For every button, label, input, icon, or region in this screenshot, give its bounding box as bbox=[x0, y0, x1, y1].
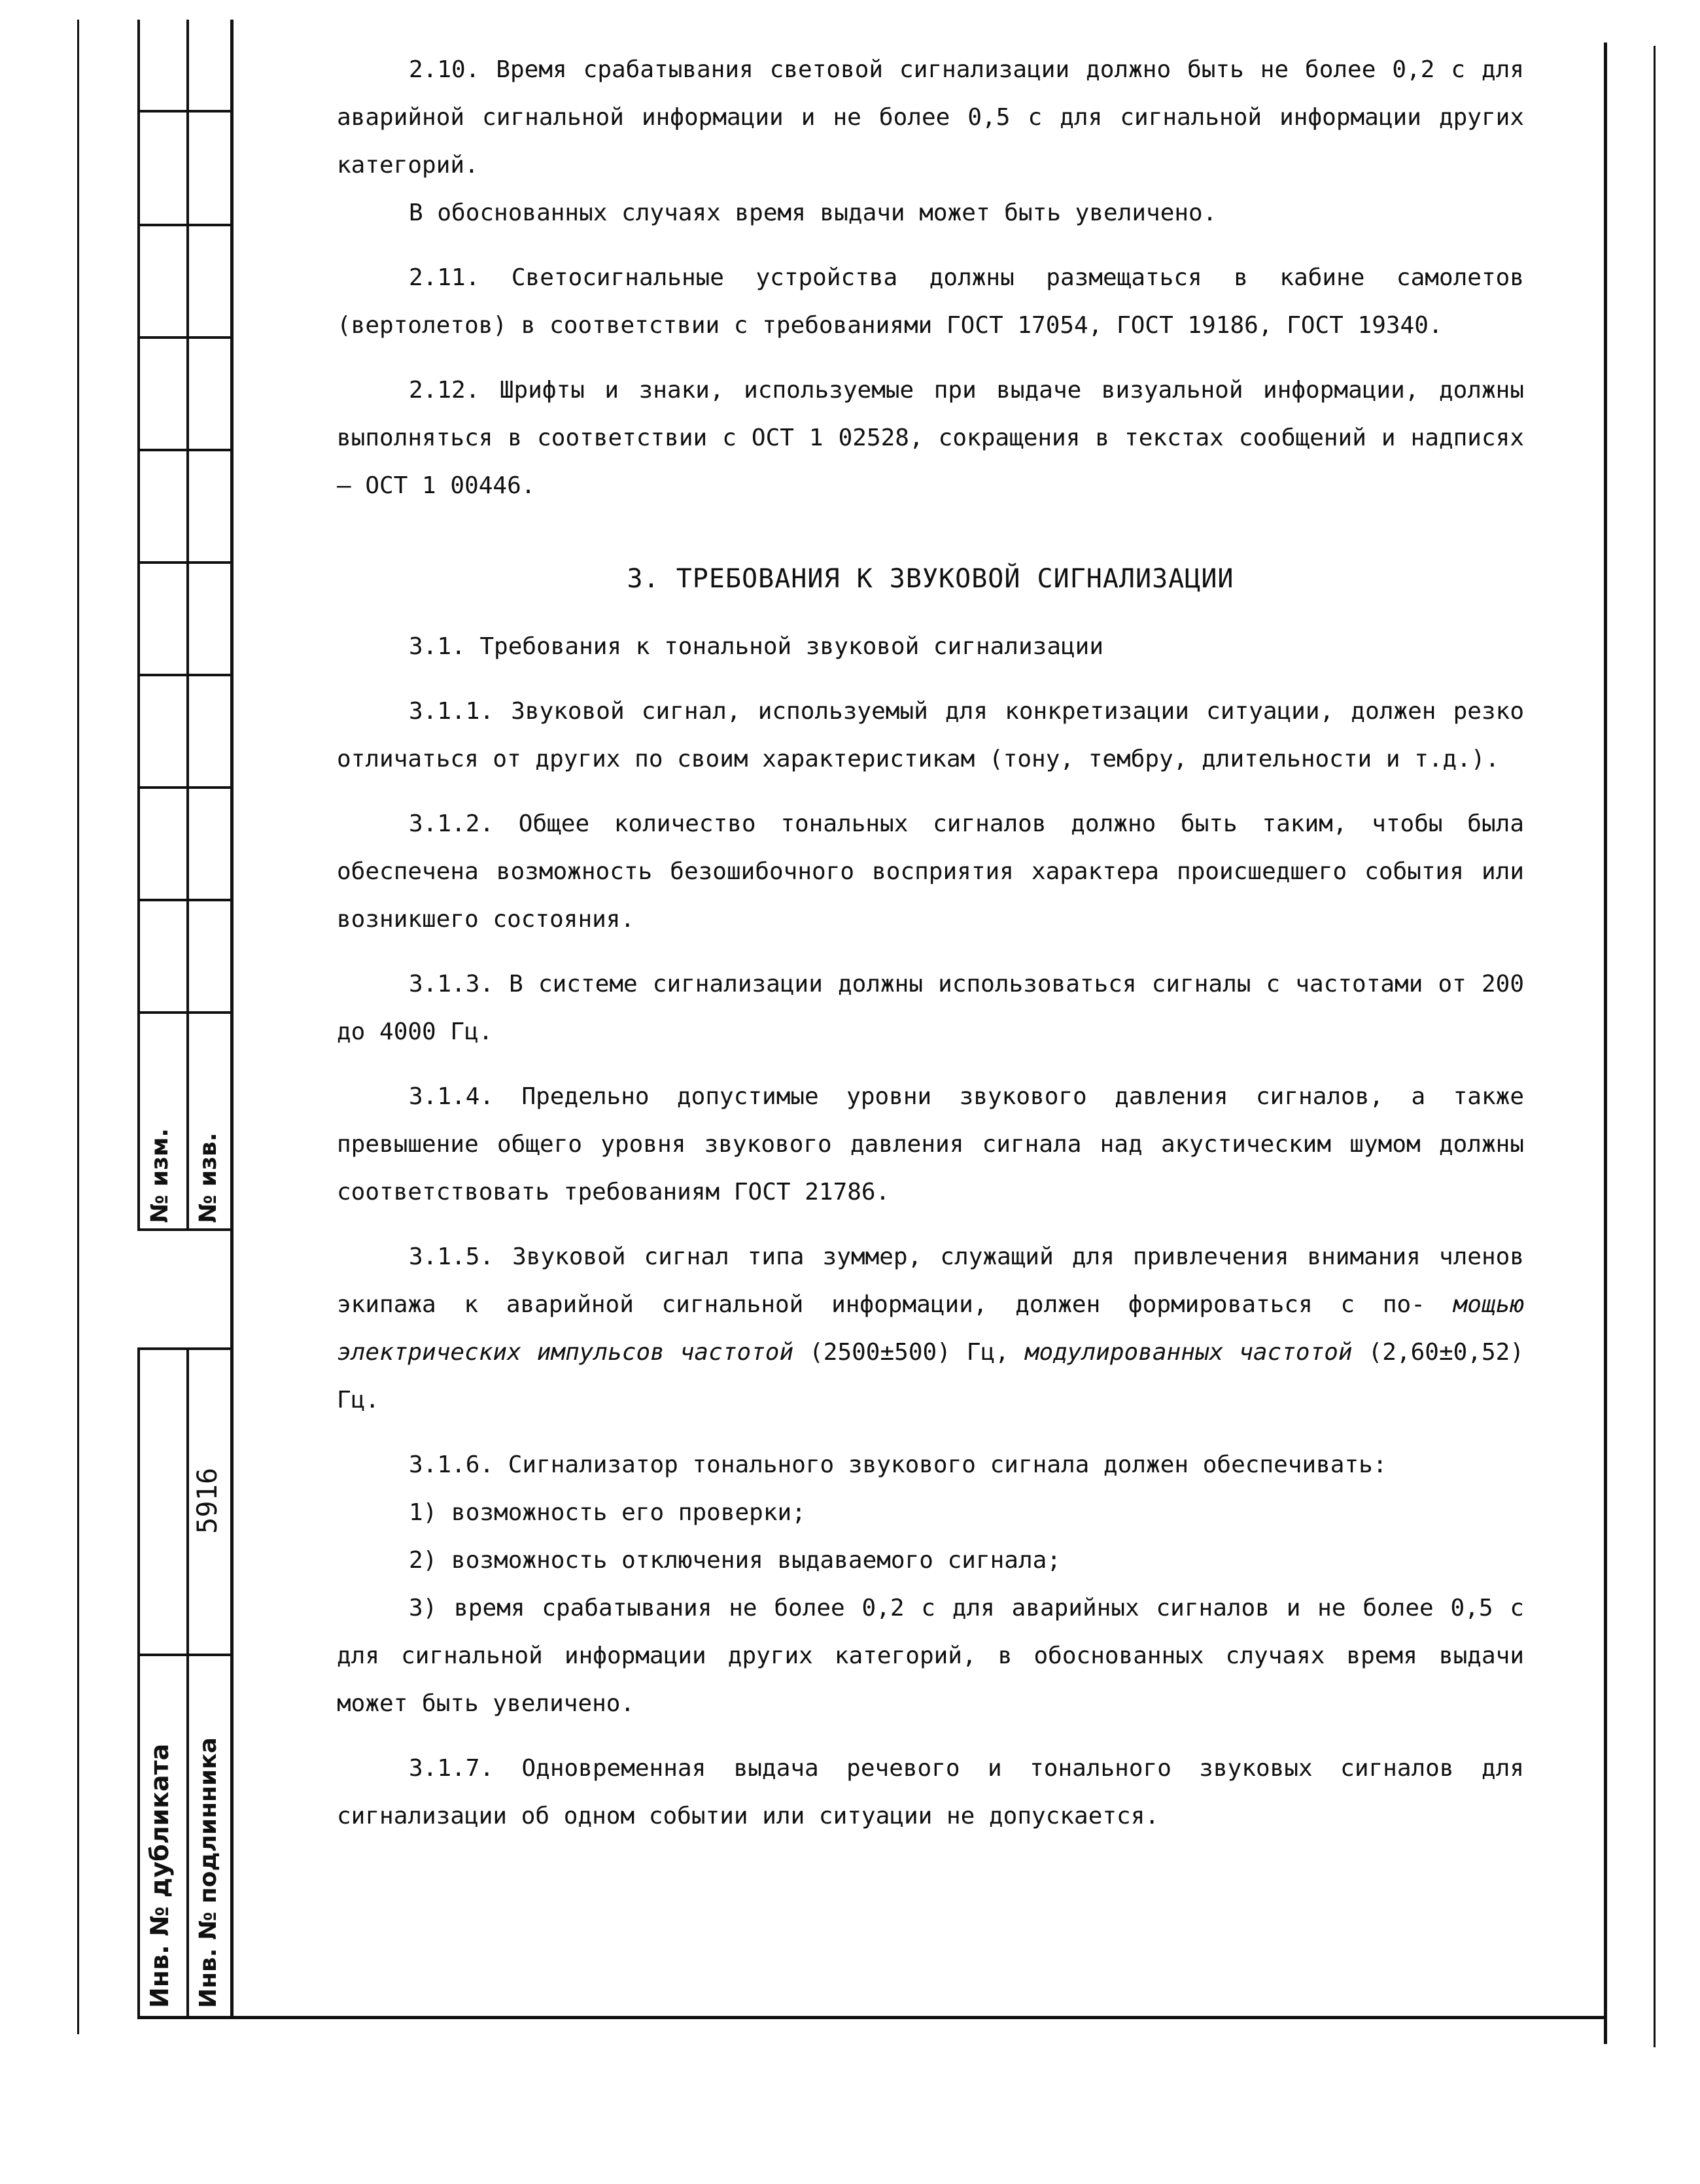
paragraph-3-1-7: 3.1.7. Одновременная выдача речевого и тонального звуковых сигналов для сигнализации об одном событии или ситуации не допускается. bbox=[337, 1755, 1524, 1829]
paragraph-3-1-5-modulation: (2,60±0,52) Гц. bbox=[337, 1339, 1524, 1413]
stamp-row-line bbox=[137, 786, 232, 789]
paragraph-3-1-4: 3.1.4. Предельно допустимые уровни звукового давления сигналов, а также превышение общего уровня звукового давления сигнала над акустическим шумом должны соответствовать требованиям ГОСТ 21786. bbox=[337, 1083, 1524, 1205]
right-edge-line-inner bbox=[1604, 43, 1607, 2044]
stamp-row-line bbox=[137, 224, 232, 226]
stamp-row-line bbox=[137, 110, 232, 113]
stamp-lower-divider bbox=[137, 1654, 232, 1656]
list-item-3-1-6-1: 1) возможность его проверки; bbox=[409, 1499, 806, 1526]
stamp-duplicate-label: Инв. № дубликата bbox=[145, 1743, 174, 2008]
paragraph-2-12: 2.12. Шрифты и знаки, используемые при выдаче визуальной информации, должны выполняться в соответствии с ОСТ 1 02528, сокращения в текстах сообщений и надписях – ОСТ 1 00446. bbox=[337, 377, 1524, 499]
stamp-lower-left-border bbox=[137, 1347, 140, 2019]
stamp-mid-border bbox=[186, 20, 189, 1230]
stamp-right-border bbox=[230, 20, 234, 2018]
stamp-left-border bbox=[137, 20, 140, 1230]
paragraph-2-10: 2.10. Время срабатывания световой сигнализации должно быть не более 0,2 с для аварийной сигнальной информации и не более 0,5 с для сигнальной информации других категорий. bbox=[337, 56, 1524, 179]
paragraph-3-1-1: 3.1.1. Звуковой сигнал, используемый для конкретизации ситуации, должен резко отличаться от других по своим характеристикам (тону, тембру, длительности и т.д.). bbox=[337, 698, 1524, 772]
stamp-lower-top bbox=[137, 1347, 232, 1350]
stamp-row-label-izm: № изм. bbox=[147, 1128, 173, 1223]
paragraph-3-1-2: 3.1.2. Общее количество тональных сигналов должно быть таким, чтобы была обеспечена возможность безошибочного восприятия характера происшедшего события или возникшего состояния. bbox=[337, 810, 1524, 933]
stamp-row-line bbox=[137, 899, 232, 901]
stamp-original-number: 5916 bbox=[191, 1467, 223, 1534]
stamp-row-line bbox=[137, 336, 232, 339]
paragraph-3-1-3: 3.1.3. В системе сигнализации должны использоваться сигналы с частотами от 200 до 4000 Гц. bbox=[337, 971, 1524, 1045]
section-3-heading: 3. ТРЕБОВАНИЯ К ЗВУКОВОЙ СИГНАЛИЗАЦИИ bbox=[627, 564, 1234, 594]
stamp-original-label: Инв. № подлинника bbox=[195, 1737, 222, 2008]
list-item-3-1-6-2: 2) возможность отключения выдаваемого сигнала; bbox=[409, 1547, 1061, 1574]
right-edge-line-outer bbox=[1654, 46, 1656, 2047]
paragraph-2-10-note: В обоснованных случаях время выдачи может быть увеличено. bbox=[409, 199, 1217, 226]
paragraph-3-1-5-frequency: (2500±500) Гц, bbox=[809, 1339, 1009, 1366]
bottom-frame-line bbox=[137, 2016, 1607, 2019]
stamp-lower-mid-border bbox=[186, 1347, 189, 2019]
paragraph-3-1-6: 3.1.6. Сигнализатор тонального звукового сигнала должен обеспечивать: bbox=[409, 1451, 1387, 1478]
paragraph-3-1-5-start: 3.1.5. Звуковой сигнал типа зуммер, служащий для привлечения внимания членов экипажа к аварийной сигнальной информации, должен формироваться с по- bbox=[337, 1243, 1524, 1318]
paragraph-3-1-5-modulated: модулированных частотой bbox=[1024, 1339, 1353, 1366]
left-edge-line bbox=[77, 20, 79, 2034]
list-item-3-1-6-3: 3) время срабатывания не более 0,2 с для аварийных сигналов и не более 0,5 с для сигнальной информации других категорий, в обоснованных случаях время выдачи может быть увеличено. bbox=[337, 1595, 1524, 1717]
paragraph-2-11: 2.11. Светосигнальные устройства должны размещаться в кабине самолетов (вертолетов) в соответствии с требованиями ГОСТ 17054, ГОСТ 19186, ГОСТ 19340. bbox=[337, 264, 1524, 339]
stamp-row-line bbox=[137, 449, 232, 451]
stamp-row-line bbox=[137, 1228, 232, 1231]
stamp-row-line bbox=[137, 1011, 232, 1014]
paragraph-3-1: 3.1. Требования к тональной звуковой сигнализации bbox=[409, 633, 1104, 660]
paragraph-3-1-5-italic: мощью электрических импульсов частотой bbox=[337, 1291, 1524, 1366]
paragraph-3-1-5 bbox=[337, 1233, 1524, 1424]
stamp-row-line bbox=[137, 674, 232, 676]
stamp-row-line bbox=[137, 561, 232, 564]
stamp-row-label-izv: № изв. bbox=[195, 1132, 222, 1223]
document-body bbox=[337, 46, 1524, 1840]
